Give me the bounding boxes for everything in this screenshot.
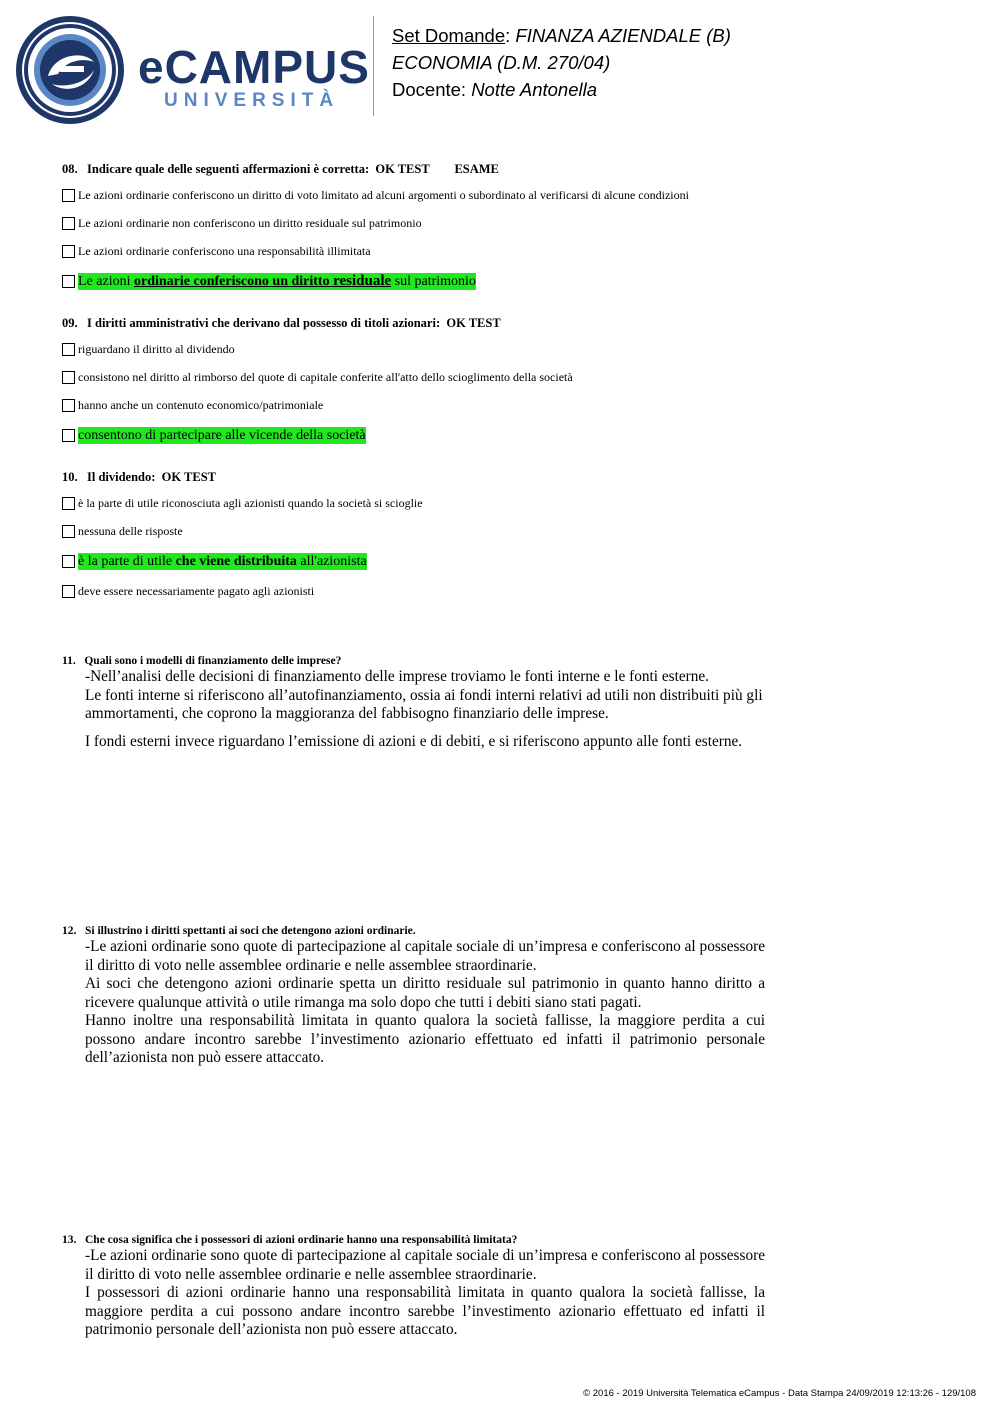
answer-option[interactable] bbox=[62, 495, 772, 512]
logo-wordmark bbox=[138, 41, 370, 112]
option-text: Le azioni ordinarie conferiscono un diritto di voto limitato ad alcuni argomenti o subordinato al verificarsi di alcune condizioni bbox=[78, 188, 689, 202]
answer-option[interactable] bbox=[62, 369, 772, 386]
answer-option-correct[interactable] bbox=[62, 553, 772, 570]
logo-sub-text: UNIVERSITÀ bbox=[164, 90, 340, 111]
question-title: 09. I diritti amministrativi che derivano dal possesso di titoli azionari: OK TEST bbox=[62, 316, 501, 330]
answer-text bbox=[85, 938, 765, 1068]
answer-option[interactable] bbox=[62, 243, 772, 260]
option-text-part: all'azionista bbox=[296, 554, 367, 569]
answer-text bbox=[85, 668, 772, 751]
checkbox[interactable] bbox=[62, 555, 75, 568]
checkbox[interactable] bbox=[62, 371, 75, 384]
checkbox[interactable] bbox=[62, 245, 75, 258]
header-divider bbox=[373, 16, 374, 116]
option-text: riguardano il diritto al dividendo bbox=[78, 342, 235, 356]
option-text: consistono nel diritto al rimborso del quote di capitale conferite all'atto dello scioglimento della società bbox=[78, 370, 573, 384]
header-line-set bbox=[392, 22, 731, 49]
option-text: deve essere necessariamente pagato agli azionisti bbox=[78, 584, 315, 598]
question-list bbox=[62, 160, 772, 1338]
logo-brand-text: eCAMPUS bbox=[138, 41, 370, 93]
set-label: Set Domande bbox=[392, 25, 506, 46]
option-text-highlighted: consentono di partecipare alle vicende della società bbox=[78, 428, 366, 443]
answer-text bbox=[85, 1247, 765, 1340]
option-text-emphasis: residuale bbox=[333, 273, 392, 289]
answer-option[interactable] bbox=[62, 341, 772, 358]
checkbox[interactable] bbox=[62, 497, 75, 510]
answer-option-correct[interactable] bbox=[62, 427, 772, 444]
option-text: Le azioni ordinarie non conferiscono un diritto residuale sul patrimonio bbox=[78, 216, 422, 230]
option-text-emphasis: che viene distribuita bbox=[175, 554, 297, 569]
answer-paragraph: -Nell’analisi delle decisioni di finanziamento delle imprese troviamo le fonti interne e le fonti esterne. bbox=[85, 668, 709, 685]
answer-paragraph: -Le azioni ordinarie sono quote di partecipazione al capitale sociale di un’impresa e conferiscono al possessore il diritto di voto nelle assemblee ordinarie e nelle assemblee straordinarie. bbox=[85, 938, 765, 974]
answer-paragraph: I possessori di azioni ordinarie hanno una responsabilità limitata in quanto qualora la società fallisse, la maggiore perdita a cui possono andare incontro sarebbe l’investimento azionario effettuato ed infatti il patrimonio personale dell’azionista non può essere attaccato. bbox=[85, 1284, 765, 1338]
option-text-highlighted bbox=[78, 553, 367, 570]
answer-option[interactable] bbox=[62, 187, 772, 204]
set-value: FINANZA AZIENDALE (B) bbox=[515, 25, 731, 46]
question-13 bbox=[62, 1233, 772, 1340]
question-title: 11. Quali sono i modelli di finanziamento delle imprese? bbox=[62, 655, 342, 667]
checkbox[interactable] bbox=[62, 217, 75, 230]
answer-option-correct[interactable] bbox=[62, 273, 772, 290]
answer-option[interactable] bbox=[62, 583, 772, 600]
answer-paragraph: Hanno inoltre una responsabilità limitata in quanto qualora la società fallisse, la maggiore perdita a cui possono andare incontro sarebbe l’investimento azionario effettuato ed infatti il patrimonio personale dell’azionista non può essere attaccato. bbox=[85, 1012, 765, 1066]
question-title: 10. Il dividendo: OK TEST bbox=[62, 470, 216, 484]
teacher-label: Docente: bbox=[392, 79, 467, 100]
page-footer: © 2016 - 2019 Università Telematica eCampus - Data Stampa 24/09/2019 12:13:26 - 129/108 bbox=[583, 1388, 976, 1399]
checkbox[interactable] bbox=[62, 399, 75, 412]
question-10 bbox=[62, 468, 772, 600]
answer-paragraph: -Le azioni ordinarie sono quote di partecipazione al capitale sociale di un’impresa e conferiscono al possessore il diritto di voto nelle assemblee ordinarie e nelle assemblee straordinarie. bbox=[85, 1247, 765, 1283]
question-title: 08. Indicare quale delle seguenti affermazioni è corretta: OK TEST ESAME bbox=[62, 162, 499, 176]
question-title: 12. Si illustrino i diritti spettanti ai soci che detengono azioni ordinarie. bbox=[62, 925, 416, 937]
answer-option[interactable] bbox=[62, 397, 772, 414]
university-seal-icon bbox=[14, 14, 126, 126]
header-info bbox=[392, 22, 731, 103]
checkbox[interactable] bbox=[62, 585, 75, 598]
ecampus-logo bbox=[14, 14, 370, 124]
question-11 bbox=[62, 654, 772, 751]
header-line-teacher bbox=[392, 76, 731, 103]
set-colon: : bbox=[505, 25, 511, 46]
answer-option[interactable] bbox=[62, 215, 772, 232]
question-12 bbox=[62, 924, 772, 1068]
checkbox[interactable] bbox=[62, 429, 75, 442]
option-text: è la parte di utile riconosciuta agli azionisti quando la società si scioglie bbox=[78, 496, 423, 510]
option-text-highlighted bbox=[78, 273, 476, 290]
option-text-part: Le azioni bbox=[78, 274, 134, 289]
question-08 bbox=[62, 160, 772, 290]
answer-paragraph: Le fonti interne si riferiscono all’autofinanziamento, ossia ai fondi interni relativi ad utili non distribuiti più gli ammortamenti, che coprono la maggioranza del fabbisogno finanziario delle imprese. bbox=[85, 686, 763, 722]
option-text-emphasis: ordinarie conferiscono un diritto bbox=[133, 274, 334, 289]
option-text: hanno anche un contenuto economico/patrimoniale bbox=[78, 398, 324, 412]
answer-paragraph: Ai soci che detengono azioni ordinarie spetta un diritto residuale sul patrimonio in quanto hanno diritto a ricevere qualunque attività o utile rimanga ma solo dopo che tutti i debiti siano stati pagati. bbox=[85, 975, 765, 1011]
answer-option[interactable] bbox=[62, 523, 772, 540]
question-title: 13. Che cosa significa che i possessori di azioni ordinarie hanno una responsabilità limitata? bbox=[62, 1234, 518, 1246]
checkbox[interactable] bbox=[62, 525, 75, 538]
option-text-part: è la parte di utile bbox=[78, 554, 176, 569]
option-text: Le azioni ordinarie conferiscono una responsabilità illimitata bbox=[78, 244, 371, 258]
question-09 bbox=[62, 314, 772, 444]
checkbox[interactable] bbox=[62, 189, 75, 202]
option-text: nessuna delle risposte bbox=[78, 524, 183, 538]
option-text-part: sul patrimonio bbox=[391, 274, 476, 289]
answer-paragraph: I fondi esterni invece riguardano l’emissione di azioni e di debiti, e si riferiscono appunto alle fonti esterne. bbox=[85, 732, 743, 750]
checkbox[interactable] bbox=[62, 343, 75, 356]
header-line-course: ECONOMIA (D.M. 270/04) bbox=[392, 52, 611, 73]
teacher-value: Notte Antonella bbox=[471, 79, 598, 100]
page-header bbox=[0, 0, 1000, 130]
checkbox[interactable] bbox=[62, 275, 75, 288]
